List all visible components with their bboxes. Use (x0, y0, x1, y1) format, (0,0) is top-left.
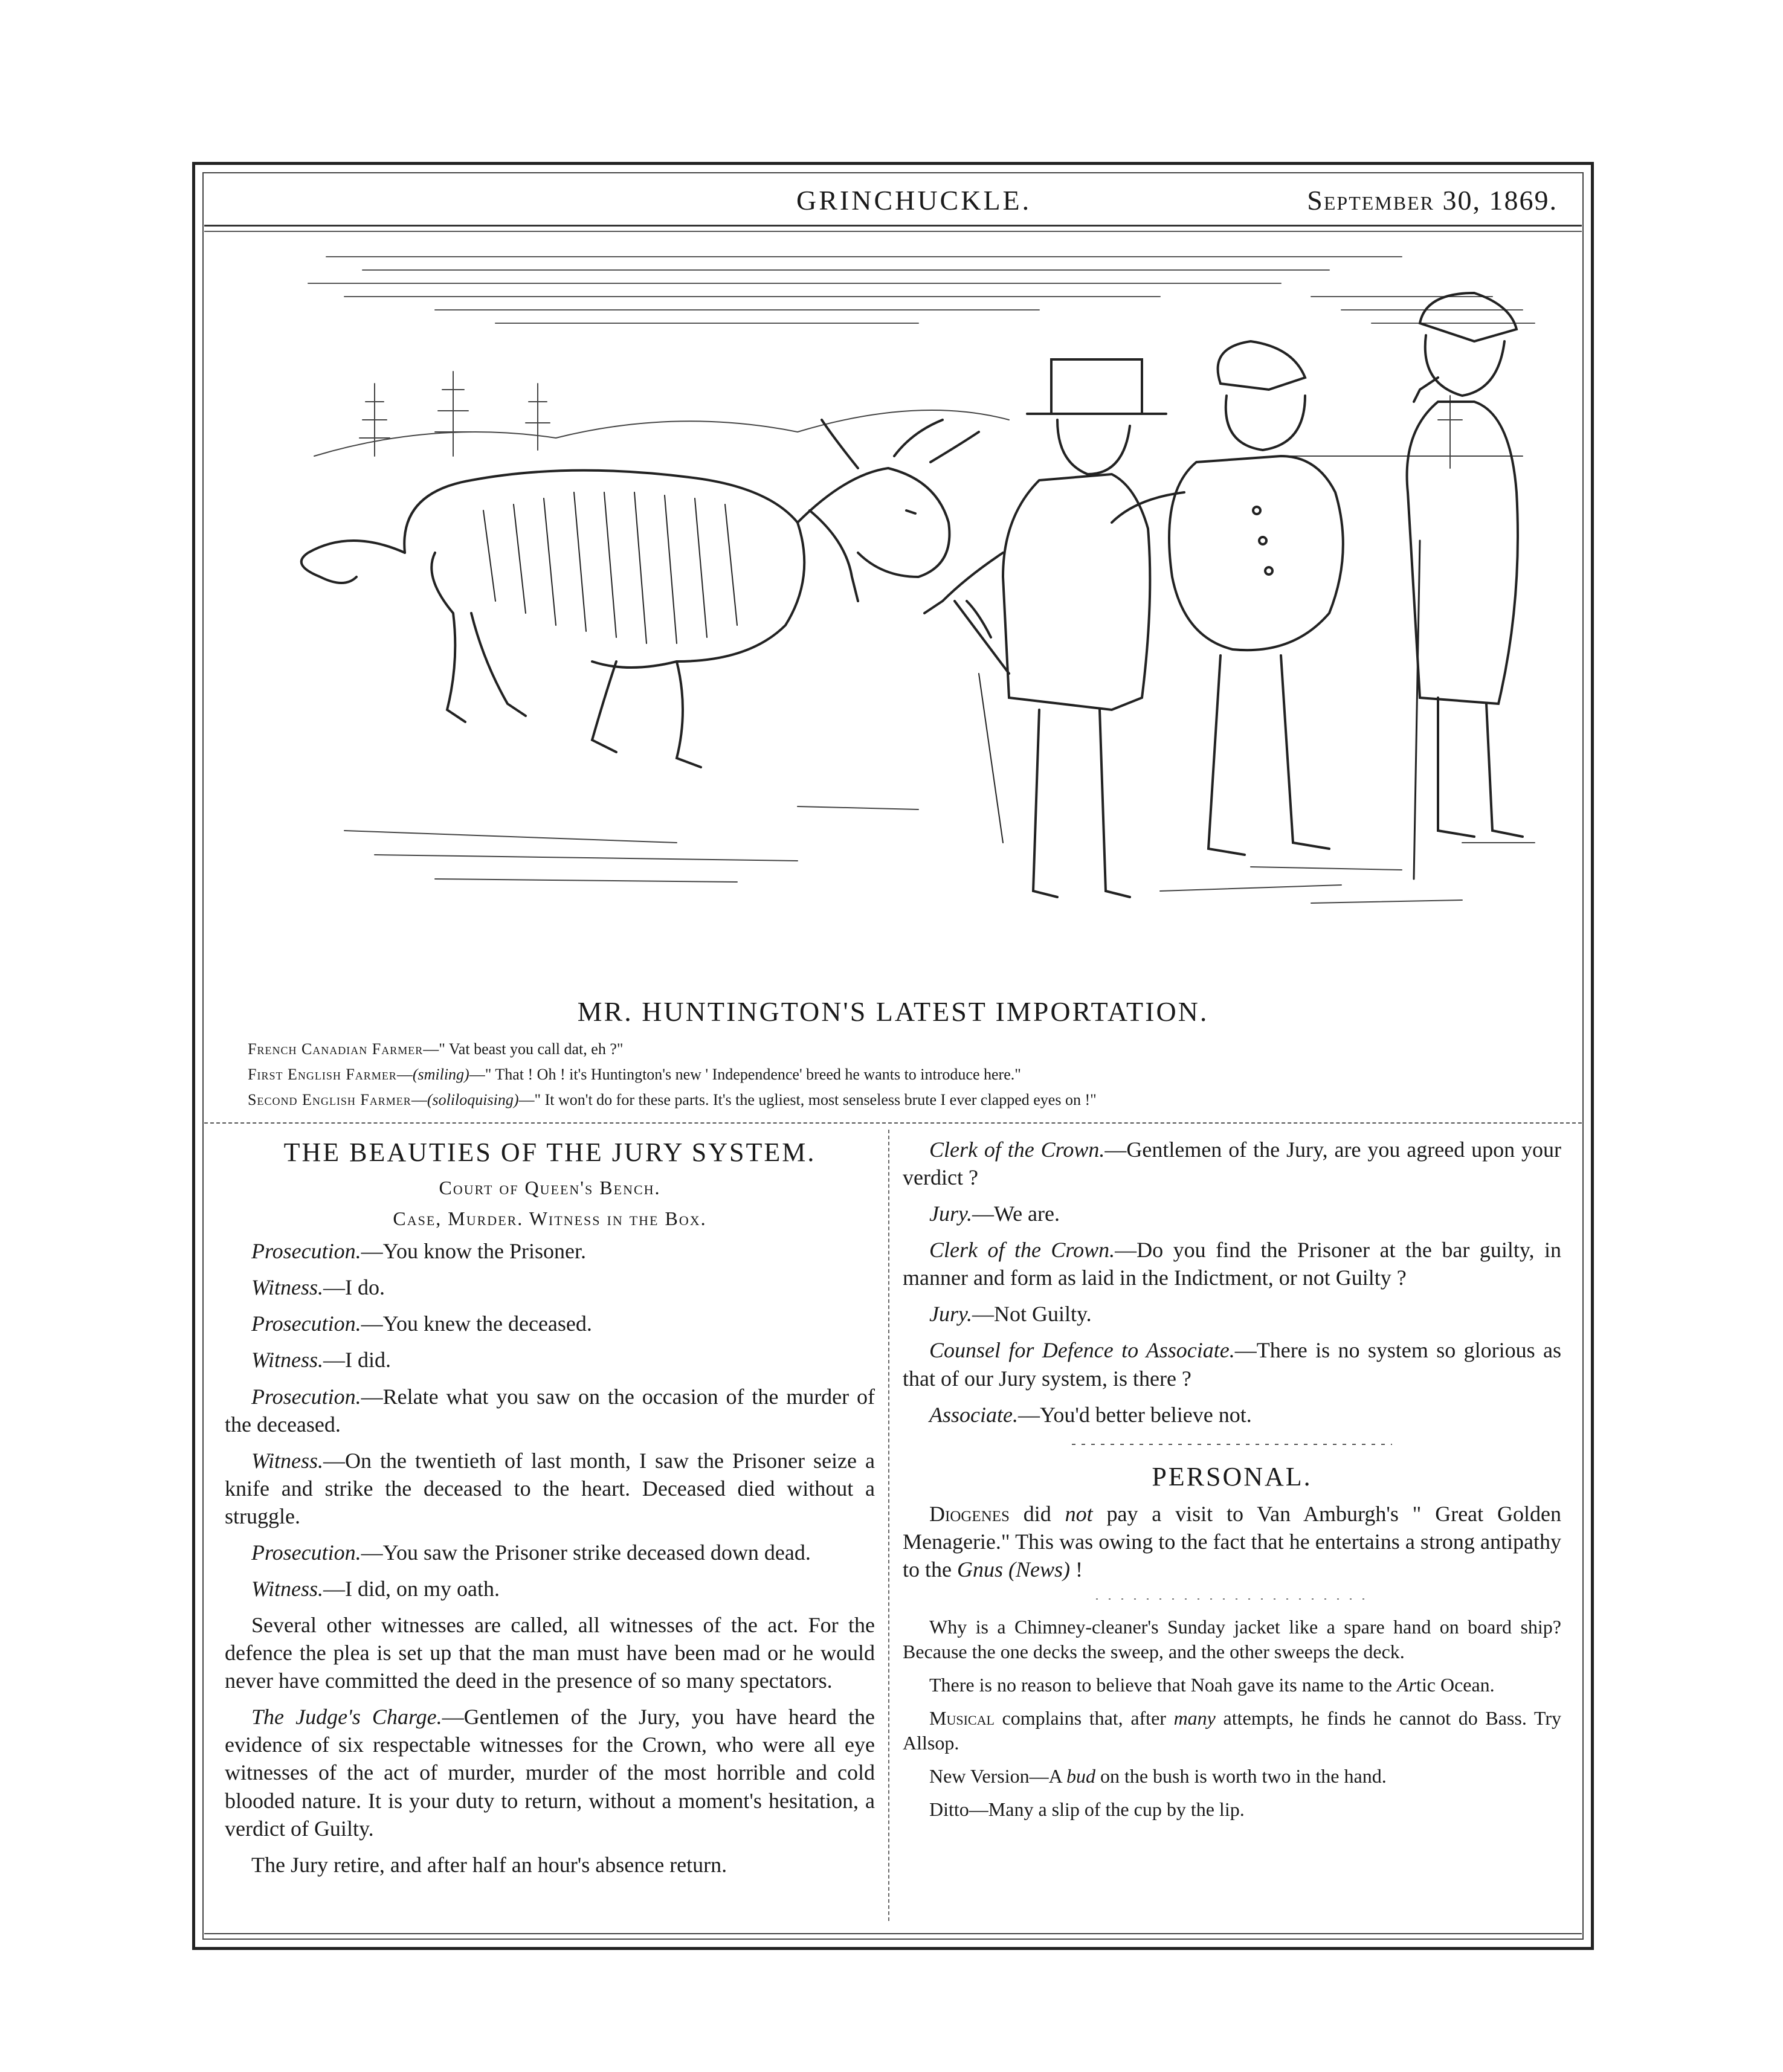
exchange-paragraph (225, 1383, 875, 1438)
masthead-rule (204, 225, 1582, 227)
text-run: did (1009, 1502, 1065, 1527)
speech: —I did. (323, 1348, 392, 1372)
distant-trees (314, 372, 1523, 468)
speech: —Gentlemen of the Jury, you have heard the evidence of six respectable witnesses for the Crown, who were all eye witnesses of the act of murder, murder of the most horrible and cold blooded nature. It is your duty to return, without a moment's hesitation, a verdict of Guilty. (225, 1705, 875, 1841)
noah-joke (903, 1673, 1561, 1697)
speech: —You saw the Prisoner strike deceased down dead. (361, 1540, 811, 1565)
text-run: pay a visit to Van Amburgh's " Great Golden Menagerie." This was owing to the fact that he entertains a strong antipathy to the (903, 1502, 1561, 1582)
right-column (903, 1136, 1561, 1830)
exchange-paragraph (225, 1447, 875, 1530)
exchange-paragraph (903, 1300, 1561, 1328)
caption-line-3: Second English Farmer—(soliloquising)—" It won't do for these parts. It's the ugliest, most senseless brute I ever clapped eyes on !" (248, 1091, 1097, 1108)
exchange-paragraph (225, 1310, 875, 1337)
caption-line-1: French Canadian Farmer—" Vat beast you call dat, eh ?" (248, 1040, 624, 1058)
speaker: Witness. (251, 1275, 324, 1300)
caption-text: " Vat beast you call dat, eh ?" (439, 1040, 624, 1058)
exchange-paragraph (903, 1236, 1561, 1292)
speaker: Clerk of the Crown. (929, 1137, 1105, 1162)
text-run: Gnus (News) (956, 1557, 1070, 1582)
exchange-paragraph (225, 1346, 875, 1374)
exchange-paragraph (903, 1336, 1561, 1392)
text-run: complains that, after (994, 1707, 1174, 1729)
speech: —We are. (972, 1202, 1060, 1226)
chimney-joke: Why is a Chimney-cleaner's Sunday jacket like a spare hand on board ship? Because the one decks the sweep, and the other sweeps the deck. (903, 1616, 1561, 1663)
ditto-joke: Ditto—Many a slip of the cup by the lip. (929, 1798, 1245, 1820)
text-run: bud (1066, 1765, 1095, 1787)
newspaper-title: GRINCHUCKLE. (796, 185, 1032, 216)
personal-heading: PERSONAL. (1152, 1461, 1312, 1491)
jury-retire-paragraph: The Jury retire, and after half an hour's absence return. (251, 1852, 727, 1877)
caption-aside: (smiling) (412, 1066, 469, 1083)
speaker: Prosecution. (251, 1311, 361, 1336)
diogenes-paragraph (903, 1500, 1561, 1583)
text-run: Musical (929, 1707, 995, 1729)
text-run: ! (1069, 1557, 1083, 1582)
speaker: Prosecution. (251, 1239, 361, 1264)
masthead-rule-thin (204, 231, 1582, 232)
speaker: Jury. (929, 1302, 972, 1327)
speaker: Prosecution. (251, 1540, 361, 1565)
man-in-top-hat (924, 359, 1166, 897)
speech: —You knew the deceased. (361, 1311, 592, 1336)
musical-joke (903, 1706, 1561, 1755)
cartoon-illustration (254, 239, 1571, 988)
text-run: New Version—A (929, 1765, 1066, 1787)
court-subheading: Court of Queen's Bench. (439, 1177, 661, 1199)
speech: —Not Guilty. (972, 1302, 1092, 1327)
speaker: The Judge's Charge. (251, 1705, 442, 1729)
text-run: many (1173, 1707, 1216, 1729)
bottom-rule (204, 1933, 1582, 1934)
caption-speaker: First English Farmer (248, 1066, 397, 1083)
text-run: not (1065, 1502, 1093, 1527)
case-subheading: Case, Murder. Witness in the Box. (393, 1208, 707, 1230)
cartoon-title: MR. HUNTINGTON'S LATEST IMPORTATION. (577, 996, 1209, 1027)
ornamental-separator (903, 1592, 1561, 1606)
speech: —You'd better believe not. (1017, 1402, 1252, 1427)
sky-hatching (308, 257, 1535, 323)
caption-aside: (soliloquising) (427, 1091, 519, 1108)
speaker: Associate. (929, 1402, 1018, 1427)
text-run: Ar (1396, 1674, 1416, 1696)
exchange-paragraph (903, 1136, 1561, 1191)
ground-lines (344, 806, 1535, 903)
ornamental-separator (903, 1437, 1561, 1452)
speaker: Counsel for Defence to Associate. (929, 1338, 1235, 1363)
exchange-paragraph (225, 1237, 875, 1265)
speaker: Clerk of the Crown. (929, 1238, 1115, 1263)
text-run: There is no reason to believe that Noah gave its name to the (929, 1674, 1397, 1696)
cow (301, 420, 979, 767)
speaker: Witness. (251, 1348, 324, 1372)
speech: —Gentlemen of the Jury, are you agreed upon your verdict ? (903, 1137, 1561, 1190)
judge-charge-paragraph (225, 1703, 875, 1842)
exchange-paragraph (903, 1401, 1561, 1429)
speech: —You know the Prisoner. (361, 1239, 587, 1264)
issue-date: September 30, 1869. (1307, 185, 1558, 216)
speech: —There is no system so glorious as that of our Jury system, is there ? (903, 1338, 1562, 1391)
article-heading: THE BEAUTIES OF THE JURY SYSTEM. (283, 1137, 816, 1167)
text-run: attempts, he finds he cannot do Bass. Try Allsop. (903, 1707, 1562, 1754)
speaker: Witness. (251, 1448, 324, 1473)
text-run: tic Ocean. (1416, 1674, 1495, 1696)
speech: —On the twentieth of last month, I saw the Prisoner seize a knife and strike the deceased to the heart. Deceased died without a struggle. (225, 1448, 875, 1528)
speaker: Jury. (929, 1202, 972, 1226)
speech: —Do you find the Prisoner at the bar guilty, in manner and form as laid in the Indictment, or not Guilty ? (903, 1238, 1561, 1290)
section-rule (204, 1122, 1582, 1124)
exchange-paragraph (225, 1575, 875, 1603)
column-divider (888, 1130, 889, 1921)
speech: —I did, on my oath. (323, 1577, 500, 1601)
caption-speaker: Second English Farmer (248, 1091, 411, 1108)
speaker: Witness. (251, 1577, 324, 1601)
caption-text: " That ! Oh ! it's Huntington's new ' Independence' breed he wants to introduce here." (485, 1066, 1021, 1083)
diogenes-name: Diogenes (929, 1502, 1010, 1527)
caption-line-2: First English Farmer—(smiling)—" That ! Oh ! it's Huntington's new ' Independence' breed he wants to introduce here." (248, 1066, 1021, 1083)
speech: —Relate what you saw on the occasion of the murder of the deceased. (225, 1384, 875, 1437)
exchange-paragraph (225, 1273, 875, 1301)
exchange-paragraph (225, 1539, 875, 1566)
caption-text: " It won't do for these parts. It's the ugliest, most senseless brute I ever clapped eyes on !" (534, 1091, 1097, 1108)
tall-farmer-with-pipe (1407, 293, 1523, 879)
caption-speaker: French Canadian Farmer (248, 1040, 424, 1058)
left-column (225, 1136, 875, 1887)
narrative-paragraph: Several other witnesses are called, all witnesses of the act. For the defence the plea is set up that the man must have been mad or he would never have committed the deed in the presence of so many spectators. (225, 1613, 875, 1693)
speech: —I do. (323, 1275, 385, 1300)
exchange-paragraph (903, 1200, 1561, 1227)
speaker: Prosecution. (251, 1384, 361, 1409)
text-run: on the bush is worth two in the hand. (1095, 1765, 1387, 1787)
masthead (204, 184, 1582, 222)
new-version-joke (903, 1764, 1561, 1789)
stout-farmer (1112, 341, 1343, 855)
